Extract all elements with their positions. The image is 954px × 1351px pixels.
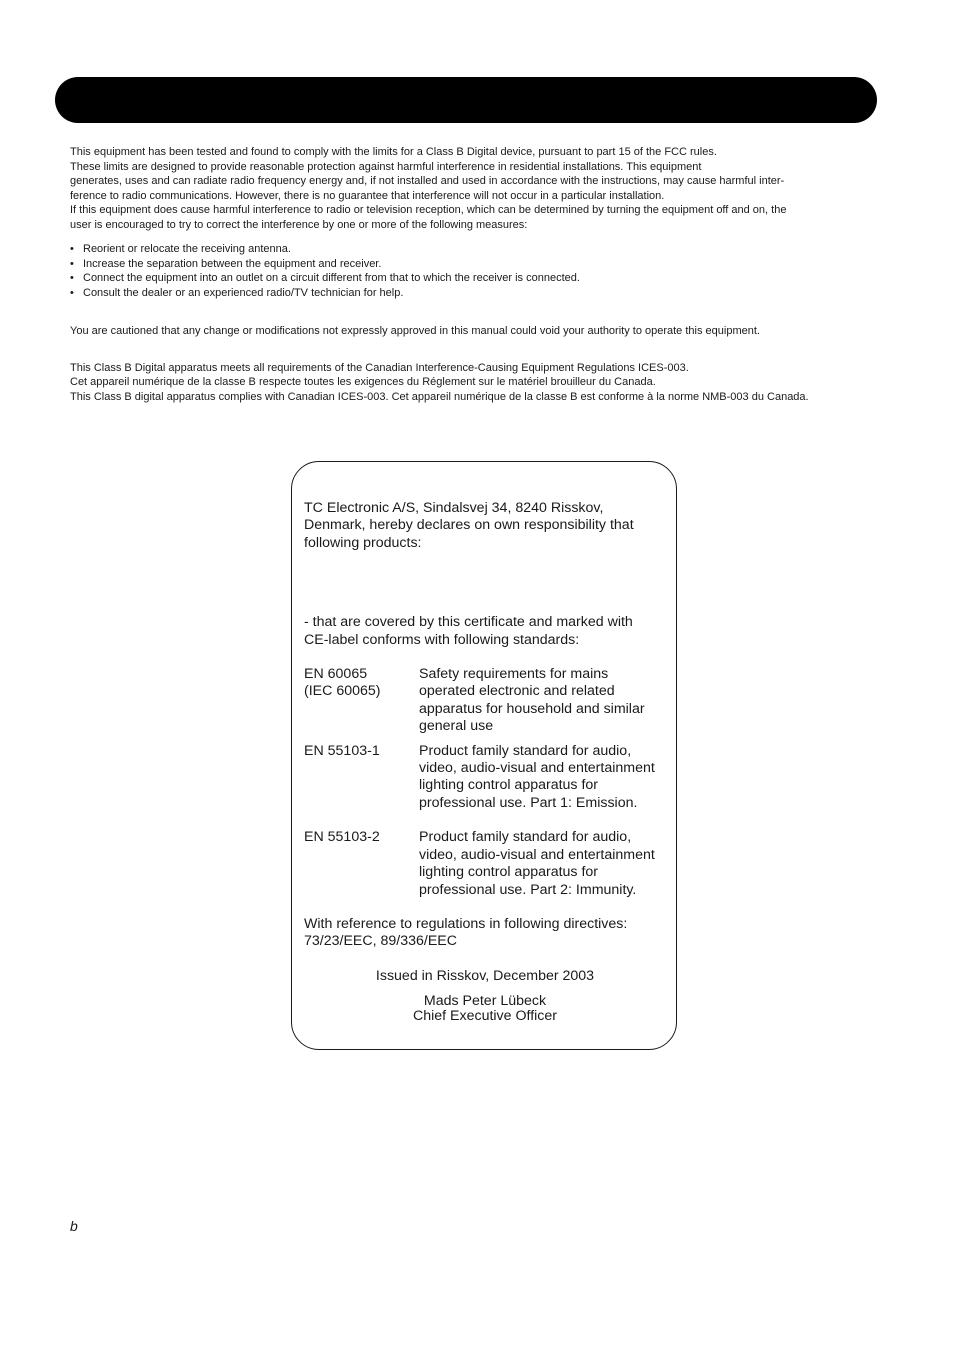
- standard-description: [419, 743, 666, 813]
- standard-desc-line: professional use. Part 2: Immunity.: [419, 881, 637, 898]
- fcc-intro-line: generates, uses and can radiate radio frequency energy and, if not installed and used in accordance with the instructions, may cause harmful inter-: [70, 175, 785, 187]
- canada-line: Cet appareil numérique de la classe B respecte toutes les exigences du Réglement sur le matériel brouilleur du Canada.: [70, 376, 656, 388]
- header-bar: [55, 77, 877, 123]
- ce-products-space: [304, 552, 666, 614]
- fcc-caution: You are cautioned that any change or modifications not expressly approved in this manual could void your authority to operate this equipment.: [70, 325, 760, 337]
- fcc-measures-list: [70, 242, 870, 300]
- standard-desc-line: lighting control apparatus for: [419, 777, 599, 794]
- standard-desc-line: apparatus for household and similar: [419, 700, 645, 717]
- signatory-title: Chief Executive Officer: [412, 1007, 558, 1024]
- standard-desc-line: professional use. Part 1: Emission.: [419, 794, 638, 811]
- ce-declaration-line: TC Electronic A/S, Sindalsvej 34, 8240 Risskov,: [304, 500, 604, 516]
- list-item: • Connect the equipment into an outlet on a circuit different from that to which the receiver is connected.: [70, 271, 870, 286]
- fcc-intro-line: These limits are designed to provide reasonable protection against harmful interference in residential installations. This equipment: [70, 160, 702, 173]
- standard-code-line: EN 60065: [304, 666, 368, 683]
- standard-code-line: (IEC 60065): [304, 683, 381, 700]
- standard-desc-line: general use: [419, 718, 494, 735]
- ce-covered-line: - that are covered by this certificate and marked with: [304, 614, 633, 631]
- ce-covered-statement: [304, 614, 666, 649]
- ce-declaration-line: Denmark, hereby declares on own responsibility that: [304, 517, 634, 534]
- ce-declaration-box: [291, 461, 677, 1050]
- fcc-intro-line: ference to radio communications. However, there is no guarantee that interference will not occur in a particular installation.: [70, 189, 665, 202]
- fcc-intro-line: user is encouraged to try to correct the interference by one or more of the following measures:: [70, 218, 528, 231]
- standard-code: [304, 743, 419, 813]
- ce-declaration-line: following products:: [304, 534, 422, 551]
- standard-desc-line: Safety requirements for mains: [419, 666, 609, 683]
- canada-line: This Class B Digital apparatus meets all requirements of the Canadian Interference-Causing Equipment Regulations ICES-003.: [70, 361, 689, 374]
- standard-desc-line: video, audio-visual and entertainment: [419, 760, 655, 777]
- standard-desc-line: operated electronic and related: [419, 683, 615, 700]
- standard-row: [304, 829, 666, 899]
- ce-signatory: [304, 994, 666, 1023]
- standard-desc-line: video, audio-visual and entertainment: [419, 846, 655, 863]
- standard-row: [304, 743, 666, 813]
- fcc-intro-line: This equipment has been tested and found to comply with the limits for a Class B Digital device, pursuant to part 15 of the FCC rules.: [70, 146, 717, 158]
- standard-desc-line: Product family standard for audio,: [419, 742, 632, 759]
- standard-description: [419, 829, 666, 899]
- ce-directives-line: 73/23/EEC, 89/336/EEC: [304, 933, 458, 950]
- signatory-name: Mads Peter Lübeck: [423, 993, 547, 1010]
- ce-declaration: [304, 500, 666, 552]
- fcc-compliance-section: [70, 145, 870, 404]
- fcc-intro-line: If this equipment does cause harmful interference to radio or television reception, which can be determined by turning the equipment off and on, the: [70, 204, 787, 216]
- standard-code-line: EN 55103-2: [304, 829, 380, 846]
- standard-desc-line: Product family standard for audio,: [419, 829, 632, 846]
- standard-code: [304, 829, 419, 899]
- standard-code-line: EN 55103-1: [304, 742, 380, 759]
- canada-line: This Class B digital apparatus complies with Canadian ICES-003. Cet appareil numérique de la classe B est conforme à la norme NMB-003 du Canada.: [70, 390, 809, 403]
- page-letter: b: [70, 1218, 78, 1234]
- fcc-intro: [70, 145, 870, 232]
- ce-directives-line: With reference to regulations in following directives:: [304, 915, 628, 932]
- list-item: • Increase the separation between the equipment and receiver.: [70, 257, 870, 272]
- standard-description: [419, 666, 666, 736]
- list-item: • Consult the dealer or an experienced radio/TV technician for help.: [70, 286, 870, 301]
- ce-directives: [304, 916, 666, 951]
- list-item: • Reorient or relocate the receiving antenna.: [70, 242, 870, 257]
- standard-desc-line: lighting control apparatus for: [419, 864, 599, 881]
- canada-compliance: [70, 361, 870, 405]
- ce-issued: Issued in Risskov, December 2003: [375, 967, 595, 984]
- standard-code: [304, 666, 419, 736]
- standard-row: [304, 666, 666, 736]
- ce-covered-line: CE-label conforms with following standards:: [304, 631, 580, 648]
